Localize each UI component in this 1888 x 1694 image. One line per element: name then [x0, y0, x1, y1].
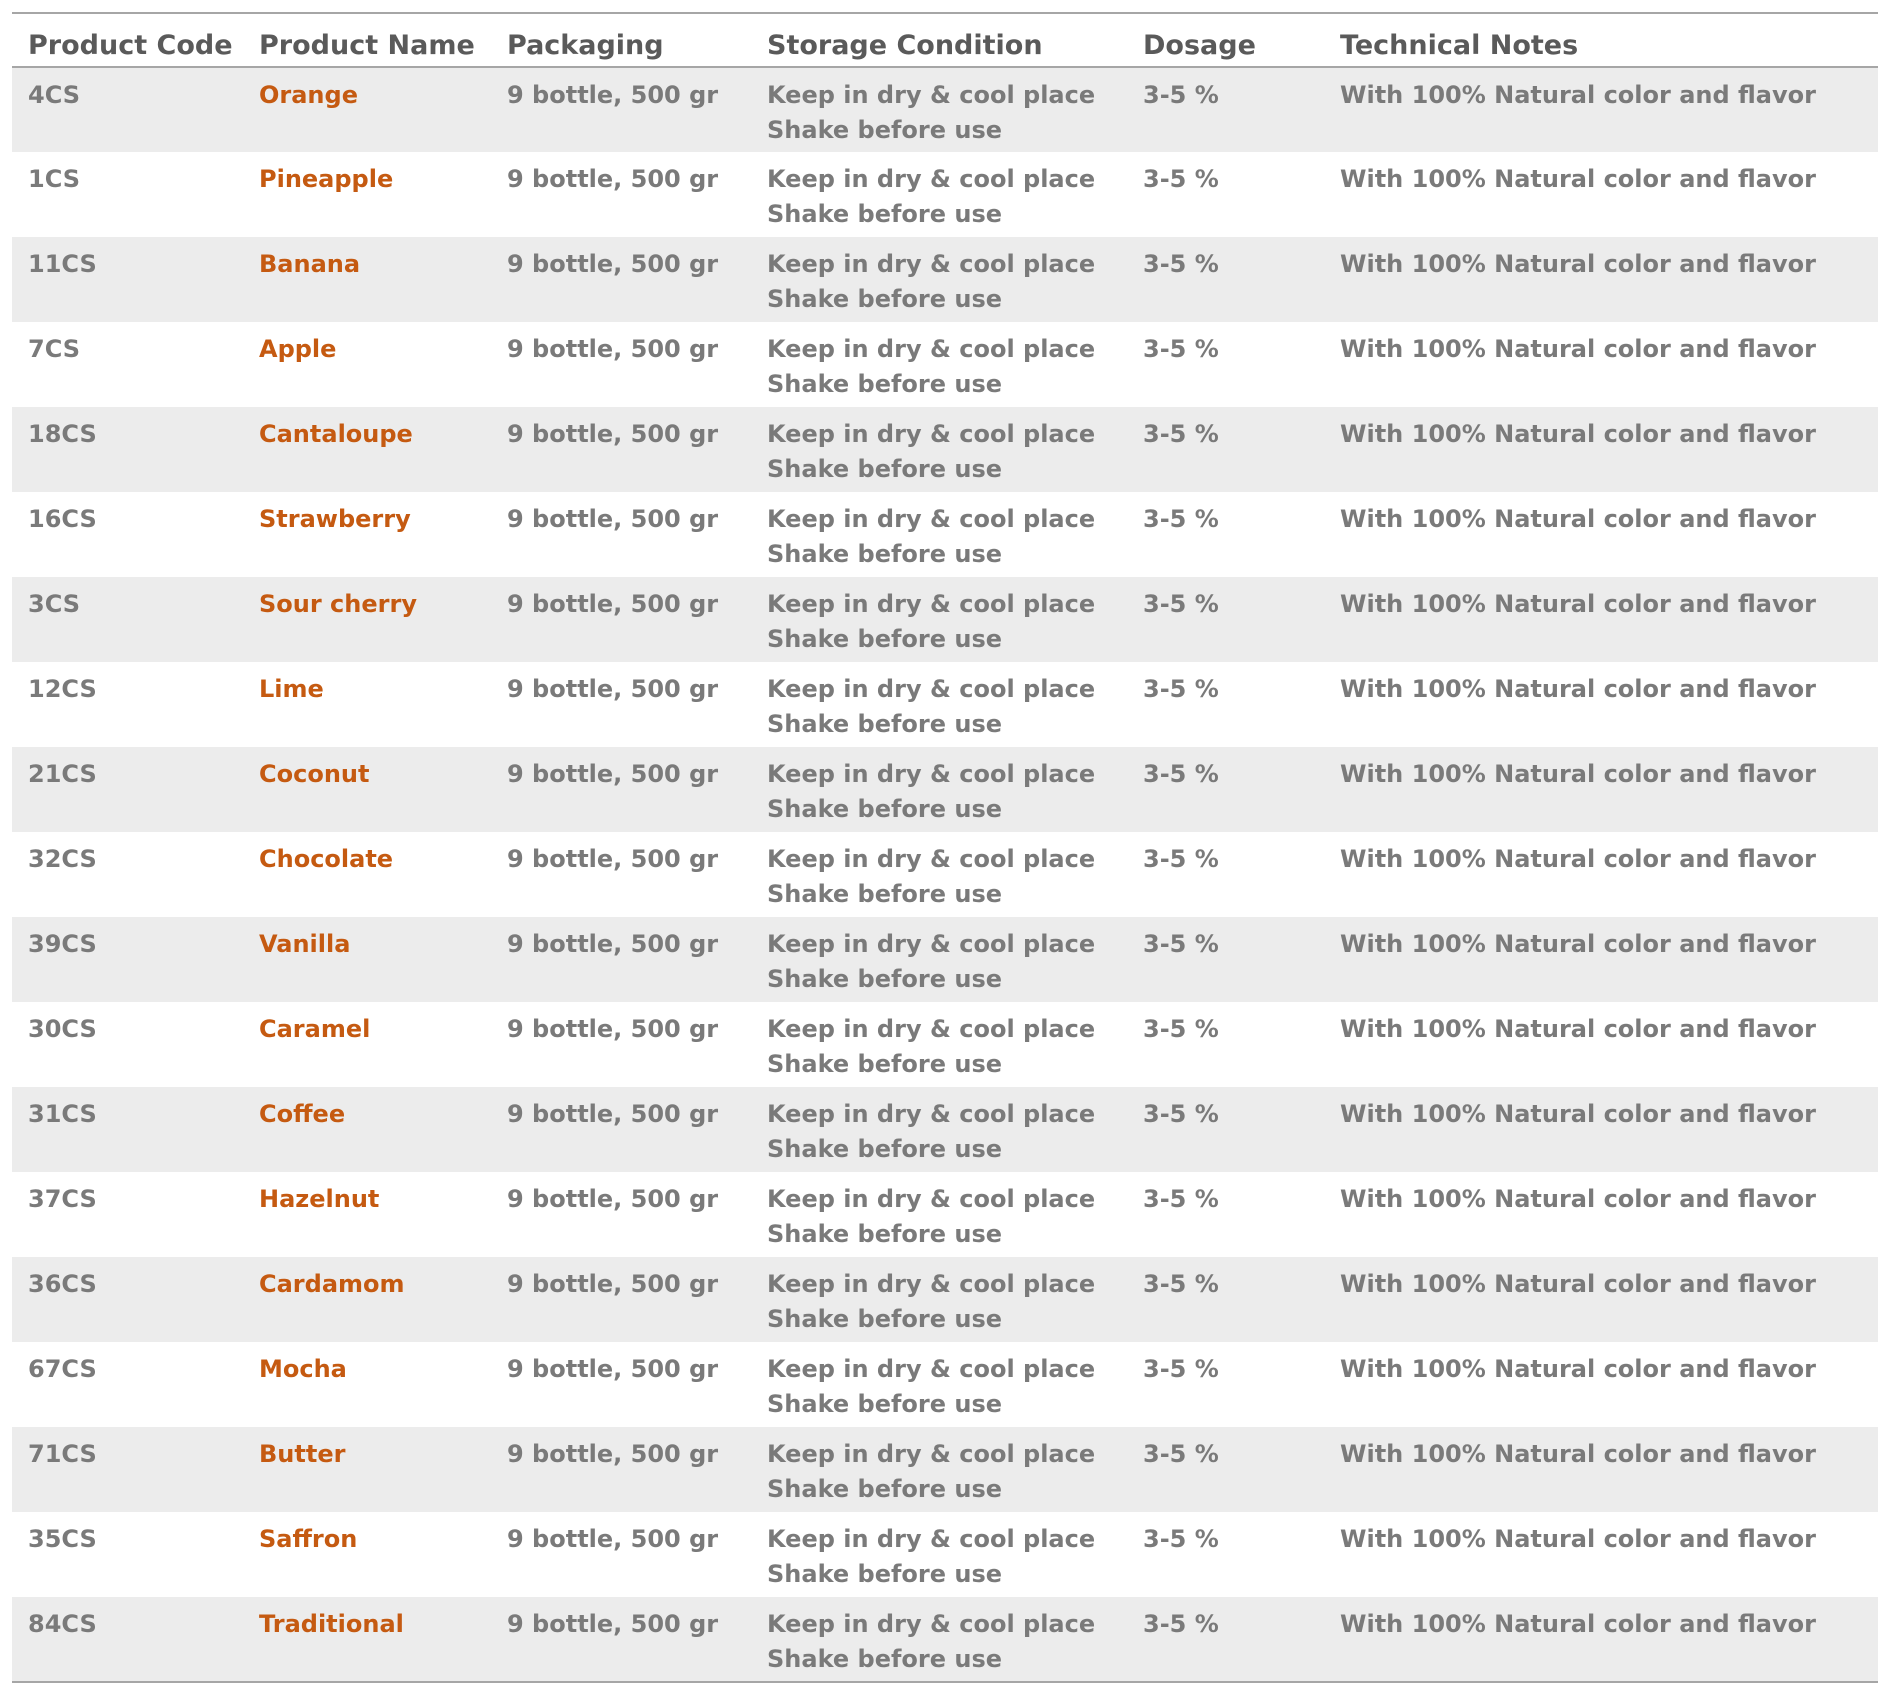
cell-product-name: Sour cherry	[259, 590, 417, 618]
cell-dosage: 3-5 %	[1143, 845, 1219, 873]
cell-product-name: Coconut	[259, 760, 370, 788]
cell-dosage: 3-5 %	[1143, 335, 1219, 363]
cell-technical-notes: With 100% Natural color and flavor	[1340, 1270, 1816, 1298]
storage-line-shake: Shake before use	[767, 285, 1003, 313]
cell-packaging: 9 bottle, 500 gr	[507, 930, 719, 958]
cell-storage-condition	[751, 1342, 1127, 1427]
cell-product-code: 12CS	[28, 675, 97, 703]
cell-packaging: 9 bottle, 500 gr	[507, 1355, 719, 1383]
cell-product-code: 1CS	[28, 165, 81, 193]
cell-product-name: Mocha	[259, 1355, 347, 1383]
cell-dosage: 3-5 %	[1143, 81, 1219, 109]
cell-packaging: 9 bottle, 500 gr	[507, 1610, 719, 1638]
cell-dosage: 3-5 %	[1143, 505, 1219, 533]
cell-dosage: 3-5 %	[1143, 760, 1219, 788]
cell-technical-notes: With 100% Natural color and flavor	[1340, 1015, 1816, 1043]
cell-dosage: 3-5 %	[1143, 1525, 1219, 1553]
cell-dosage: 3-5 %	[1143, 930, 1219, 958]
table-row	[12, 1002, 1878, 1087]
table-row	[12, 917, 1878, 1002]
header-technical-notes: Technical Notes	[1340, 29, 1579, 61]
cell-product-code: 71CS	[28, 1440, 97, 1468]
cell-packaging: 9 bottle, 500 gr	[507, 1185, 719, 1213]
cell-storage-condition	[751, 322, 1127, 407]
cell-dosage: 3-5 %	[1143, 1440, 1219, 1468]
storage-line-dry-cool: Keep in dry & cool place	[767, 505, 1096, 533]
cell-technical-notes: With 100% Natural color and flavor	[1340, 335, 1816, 363]
table-row	[12, 492, 1878, 577]
cell-product-name: Coffee	[259, 1100, 346, 1128]
storage-line-shake: Shake before use	[767, 370, 1003, 398]
cell-storage-condition	[751, 1427, 1127, 1512]
cell-technical-notes: With 100% Natural color and flavor	[1340, 1525, 1816, 1553]
table-row	[12, 407, 1878, 492]
cell-packaging: 9 bottle, 500 gr	[507, 1100, 719, 1128]
cell-packaging: 9 bottle, 500 gr	[507, 250, 719, 278]
cell-storage-condition	[751, 662, 1127, 747]
cell-storage-condition	[751, 1257, 1127, 1342]
cell-product-name: Chocolate	[259, 845, 394, 873]
cell-storage-condition	[751, 152, 1127, 237]
storage-line-dry-cool: Keep in dry & cool place	[767, 1015, 1096, 1043]
cell-product-name: Apple	[259, 335, 337, 363]
cell-product-code: 32CS	[28, 845, 97, 873]
cell-dosage: 3-5 %	[1143, 675, 1219, 703]
cell-product-code: 30CS	[28, 1015, 97, 1043]
storage-line-shake: Shake before use	[767, 1645, 1003, 1673]
storage-line-dry-cool: Keep in dry & cool place	[767, 1270, 1096, 1298]
cell-product-name: Butter	[259, 1440, 346, 1468]
table-row	[12, 747, 1878, 832]
storage-line-dry-cool: Keep in dry & cool place	[767, 590, 1096, 618]
header-packaging: Packaging	[507, 29, 664, 61]
cell-product-code: 16CS	[28, 505, 97, 533]
storage-line-dry-cool: Keep in dry & cool place	[767, 1100, 1096, 1128]
cell-technical-notes: With 100% Natural color and flavor	[1340, 845, 1816, 873]
cell-storage-condition	[751, 577, 1127, 662]
cell-packaging: 9 bottle, 500 gr	[507, 165, 719, 193]
cell-storage-condition	[751, 747, 1127, 832]
cell-technical-notes: With 100% Natural color and flavor	[1340, 165, 1816, 193]
cell-packaging: 9 bottle, 500 gr	[507, 335, 719, 363]
table-row	[12, 322, 1878, 407]
storage-line-dry-cool: Keep in dry & cool place	[767, 335, 1096, 363]
table-row	[12, 577, 1878, 662]
storage-line-shake: Shake before use	[767, 795, 1003, 823]
table-row	[12, 832, 1878, 917]
table-body	[12, 67, 1878, 1682]
storage-line-shake: Shake before use	[767, 1305, 1003, 1333]
cell-dosage: 3-5 %	[1143, 1015, 1219, 1043]
cell-product-code: 4CS	[28, 81, 81, 109]
storage-line-dry-cool: Keep in dry & cool place	[767, 845, 1096, 873]
cell-technical-notes: With 100% Natural color and flavor	[1340, 1100, 1816, 1128]
product-table	[12, 12, 1878, 1683]
cell-packaging: 9 bottle, 500 gr	[507, 675, 719, 703]
storage-line-shake: Shake before use	[767, 1135, 1003, 1163]
cell-product-name: Saffron	[259, 1525, 358, 1553]
table-row	[12, 1172, 1878, 1257]
cell-product-code: 67CS	[28, 1355, 97, 1383]
cell-dosage: 3-5 %	[1143, 1270, 1219, 1298]
cell-product-name: Hazelnut	[259, 1185, 380, 1213]
cell-storage-condition	[751, 1512, 1127, 1597]
cell-packaging: 9 bottle, 500 gr	[507, 1440, 719, 1468]
cell-storage-condition	[751, 1172, 1127, 1257]
storage-line-dry-cool: Keep in dry & cool place	[767, 760, 1096, 788]
cell-storage-condition	[751, 1597, 1127, 1682]
cell-product-name: Lime	[259, 675, 324, 703]
storage-line-shake: Shake before use	[767, 1390, 1003, 1418]
table-row	[12, 1342, 1878, 1427]
cell-product-name: Vanilla	[259, 930, 351, 958]
header-product-name: Product Name	[259, 29, 475, 61]
storage-line-shake: Shake before use	[767, 625, 1003, 653]
cell-technical-notes: With 100% Natural color and flavor	[1340, 675, 1816, 703]
product-table-container	[12, 12, 1878, 1683]
storage-line-shake: Shake before use	[767, 200, 1003, 228]
cell-storage-condition	[751, 1087, 1127, 1172]
cell-product-code: 39CS	[28, 930, 97, 958]
cell-product-name: Traditional	[259, 1610, 404, 1638]
cell-packaging: 9 bottle, 500 gr	[507, 81, 719, 109]
storage-line-dry-cool: Keep in dry & cool place	[767, 250, 1096, 278]
cell-dosage: 3-5 %	[1143, 1100, 1219, 1128]
storage-line-dry-cool: Keep in dry & cool place	[767, 1610, 1096, 1638]
cell-packaging: 9 bottle, 500 gr	[507, 420, 719, 448]
cell-packaging: 9 bottle, 500 gr	[507, 505, 719, 533]
cell-technical-notes: With 100% Natural color and flavor	[1340, 1355, 1816, 1383]
table-row	[12, 1597, 1878, 1682]
cell-technical-notes: With 100% Natural color and flavor	[1340, 81, 1816, 109]
storage-line-shake: Shake before use	[767, 1220, 1003, 1248]
cell-product-name: Pineapple	[259, 165, 394, 193]
storage-line-shake: Shake before use	[767, 1560, 1003, 1588]
cell-technical-notes: With 100% Natural color and flavor	[1340, 930, 1816, 958]
table-row	[12, 67, 1878, 152]
table-row	[12, 1087, 1878, 1172]
storage-line-shake: Shake before use	[767, 1050, 1003, 1078]
cell-dosage: 3-5 %	[1143, 250, 1219, 278]
header-product-code: Product Code	[28, 29, 233, 61]
cell-packaging: 9 bottle, 500 gr	[507, 1525, 719, 1553]
storage-line-shake: Shake before use	[767, 116, 1003, 144]
cell-packaging: 9 bottle, 500 gr	[507, 760, 719, 788]
storage-line-shake: Shake before use	[767, 965, 1003, 993]
cell-product-name: Caramel	[259, 1015, 371, 1043]
table-row	[12, 1257, 1878, 1342]
cell-technical-notes: With 100% Natural color and flavor	[1340, 590, 1816, 618]
cell-product-code: 7CS	[28, 335, 81, 363]
header-storage-condition: Storage Condition	[767, 29, 1043, 61]
cell-technical-notes: With 100% Natural color and flavor	[1340, 1440, 1816, 1468]
cell-product-code: 37CS	[28, 1185, 97, 1213]
storage-line-dry-cool: Keep in dry & cool place	[767, 420, 1096, 448]
cell-storage-condition	[751, 407, 1127, 492]
storage-line-shake: Shake before use	[767, 1475, 1003, 1503]
storage-line-dry-cool: Keep in dry & cool place	[767, 1185, 1096, 1213]
cell-product-name: Cardamom	[259, 1270, 405, 1298]
cell-product-code: 21CS	[28, 760, 97, 788]
storage-line-shake: Shake before use	[767, 710, 1003, 738]
cell-dosage: 3-5 %	[1143, 420, 1219, 448]
storage-line-shake: Shake before use	[767, 880, 1003, 908]
table-row	[12, 662, 1878, 747]
cell-packaging: 9 bottle, 500 gr	[507, 845, 719, 873]
storage-line-dry-cool: Keep in dry & cool place	[767, 1525, 1096, 1553]
cell-dosage: 3-5 %	[1143, 1610, 1219, 1638]
cell-packaging: 9 bottle, 500 gr	[507, 1270, 719, 1298]
cell-dosage: 3-5 %	[1143, 165, 1219, 193]
cell-product-name: Orange	[259, 81, 358, 109]
storage-line-shake: Shake before use	[767, 540, 1003, 568]
cell-technical-notes: With 100% Natural color and flavor	[1340, 1185, 1816, 1213]
storage-line-shake: Shake before use	[767, 455, 1003, 483]
cell-storage-condition	[751, 917, 1127, 1002]
table-row	[12, 237, 1878, 322]
cell-storage-condition	[751, 492, 1127, 577]
cell-product-code: 31CS	[28, 1100, 97, 1128]
storage-line-dry-cool: Keep in dry & cool place	[767, 81, 1096, 109]
cell-packaging: 9 bottle, 500 gr	[507, 1015, 719, 1043]
cell-dosage: 3-5 %	[1143, 590, 1219, 618]
cell-storage-condition	[751, 832, 1127, 917]
cell-packaging: 9 bottle, 500 gr	[507, 590, 719, 618]
cell-product-name: Strawberry	[259, 505, 411, 533]
cell-technical-notes: With 100% Natural color and flavor	[1340, 505, 1816, 533]
cell-technical-notes: With 100% Natural color and flavor	[1340, 760, 1816, 788]
cell-storage-condition	[751, 67, 1127, 152]
cell-technical-notes: With 100% Natural color and flavor	[1340, 420, 1816, 448]
header-dosage: Dosage	[1143, 29, 1256, 61]
cell-product-code: 36CS	[28, 1270, 97, 1298]
cell-product-code: 3CS	[28, 590, 81, 618]
storage-line-dry-cool: Keep in dry & cool place	[767, 1440, 1096, 1468]
cell-dosage: 3-5 %	[1143, 1185, 1219, 1213]
cell-dosage: 3-5 %	[1143, 1355, 1219, 1383]
cell-product-name: Cantaloupe	[259, 420, 413, 448]
cell-product-name: Banana	[259, 250, 361, 278]
table-header	[12, 13, 1878, 67]
storage-line-dry-cool: Keep in dry & cool place	[767, 1355, 1096, 1383]
cell-product-code: 84CS	[28, 1610, 97, 1638]
cell-storage-condition	[751, 1002, 1127, 1087]
storage-line-dry-cool: Keep in dry & cool place	[767, 675, 1096, 703]
cell-product-code: 35CS	[28, 1525, 97, 1553]
storage-line-dry-cool: Keep in dry & cool place	[767, 930, 1096, 958]
table-row	[12, 152, 1878, 237]
cell-product-code: 11CS	[28, 250, 97, 278]
cell-storage-condition	[751, 237, 1127, 322]
cell-product-code: 18CS	[28, 420, 97, 448]
storage-line-dry-cool: Keep in dry & cool place	[767, 165, 1096, 193]
table-row	[12, 1512, 1878, 1597]
cell-technical-notes: With 100% Natural color and flavor	[1340, 250, 1816, 278]
table-row	[12, 1427, 1878, 1512]
header-row	[12, 13, 1878, 67]
cell-technical-notes: With 100% Natural color and flavor	[1340, 1610, 1816, 1638]
